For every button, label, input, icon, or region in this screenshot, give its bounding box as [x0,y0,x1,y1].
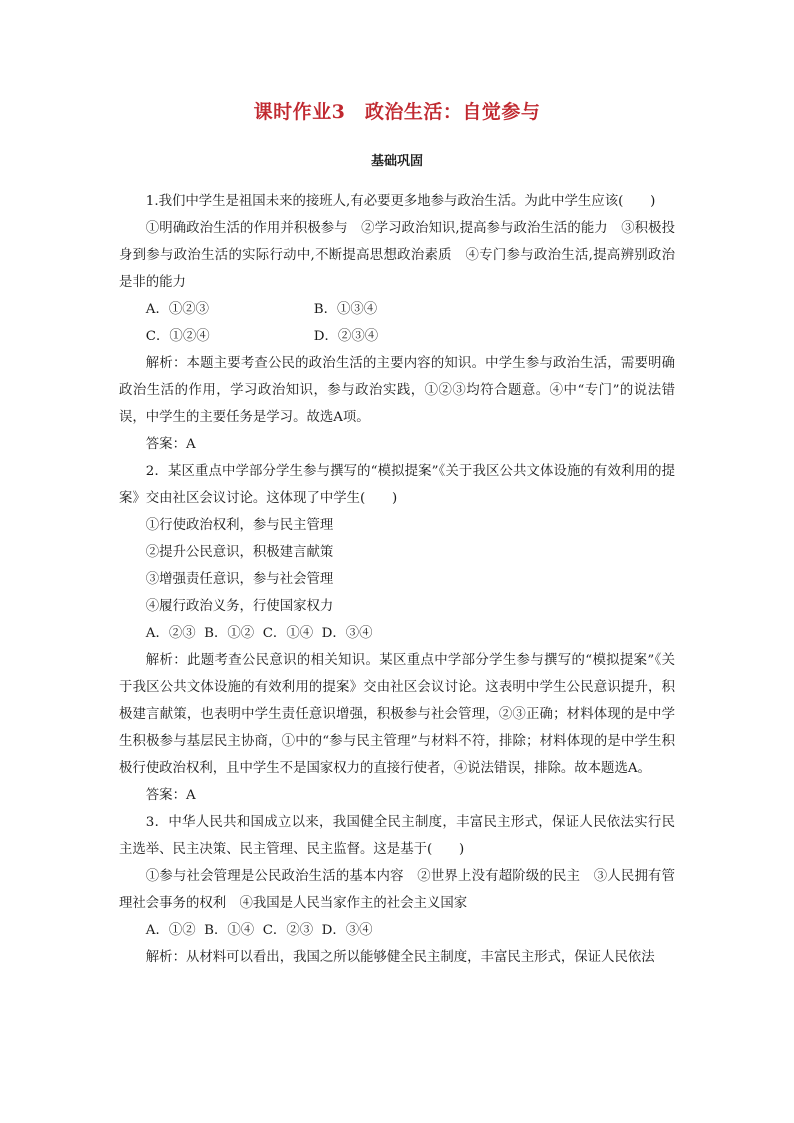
q1-answer: 答案：A [145,437,196,452]
q1-statements: ①明确政治生活的作用并积极参与 ②学习政治知识,提高参与政治生活的能力 ③积极投身到参与政治生活的实际行动中,不断提高思想政治素质 ④专门参与政治生活,提高辨别政治是非的能力 [119,221,675,290]
q3-options [119,917,675,944]
q3-option-c: C．②③ [262,923,314,938]
q3-option-b: B．①④ [204,923,255,938]
q2-statement-2: ②提升公民意识，积极建言献策 [145,545,334,560]
q2-statement-1: ①行使政治权利，参与民主管理 [145,518,334,533]
q1-option-c: C．①②④ [145,329,210,344]
q3-stem: 3．中华人民共和国成立以来，我国健全民主制度，丰富民主形式，保证人民依法实行民主选举、民主决策、民主管理、民主监督。这是基于( ) [119,815,675,857]
section-heading: 基础巩固 [370,154,423,169]
q2-statement-4: ④履行政治义务，行使国家权力 [145,599,334,614]
q2-statement-3: ③增强责任意识，参与社会管理 [145,572,334,587]
document-body [119,188,675,971]
q3-statements: ①参与社会管理是公民政治生活的基本内容 ②世界上没有超阶级的民主 ③人民拥有管理社会事务的权利 ④我国是人民当家作主的社会主义国家 [119,869,675,911]
q2-option-b: B．①② [204,626,255,641]
q1-options-row-2 [119,323,675,350]
q1-option-a: A．①②③ [145,302,210,317]
q1-analysis: 解析：本题主要考查公民的政治生活的主要内容的知识。中学生参与政治生活，需要明确政治生活的作用，学习政治知识，参与政治实践，①②③均符合题意。④中“专门”的说法错误，中学生的主要任务是学习。故选A项。 [119,356,675,425]
q2-option-c: C．①④ [262,626,314,641]
q3-option-a: A．①② [145,923,196,938]
q1-option-d: D．②③④ [313,329,379,344]
q2-options [119,620,675,647]
q2-stem: 2．某区重点中学部分学生参与撰写的“模拟提案”《关于我区公共文体设施的有效利用的提案》交由社区会议讨论。这体现了中学生( ) [119,464,675,506]
page-title: 课时作业3 政治生活：自觉参与 [253,101,541,123]
q2-option-d: D．③④ [321,626,373,641]
q1-options-row-1 [119,296,675,323]
q1-stem: 1.我们中学生是祖国未来的接班人,有必要更多地参与政治生活。为此中学生应该( ) [145,194,656,209]
q3-analysis: 解析：从材料可以看出，我国之所以能够健全民主制度，丰富民主形式，保证人民依法 [145,950,655,965]
q3-option-d: D．③④ [321,923,373,938]
q2-answer: 答案：A [145,788,196,803]
q2-analysis: 解析：此题考查公民意识的相关知识。某区重点中学部分学生参与撰写的“模拟提案”《关于我区公共文体设施的有效利用的提案》交由社区会议讨论。这表明中学生公民意识提升，积极建言献策，也表明中学生责任意识增强，积极参与社会管理，②③正确；材料体现的是中学生积极参与基层民主协商，①中的“参与民主管理”与材料不符，排除；材料体现的是中学生积极行使政治权利，且中学生不是国家权力的直接行使者，④说法错误，排除。故本题选A。 [119,653,675,776]
q2-option-a: A．②③ [145,626,196,641]
q1-option-b: B．①③④ [313,302,378,317]
